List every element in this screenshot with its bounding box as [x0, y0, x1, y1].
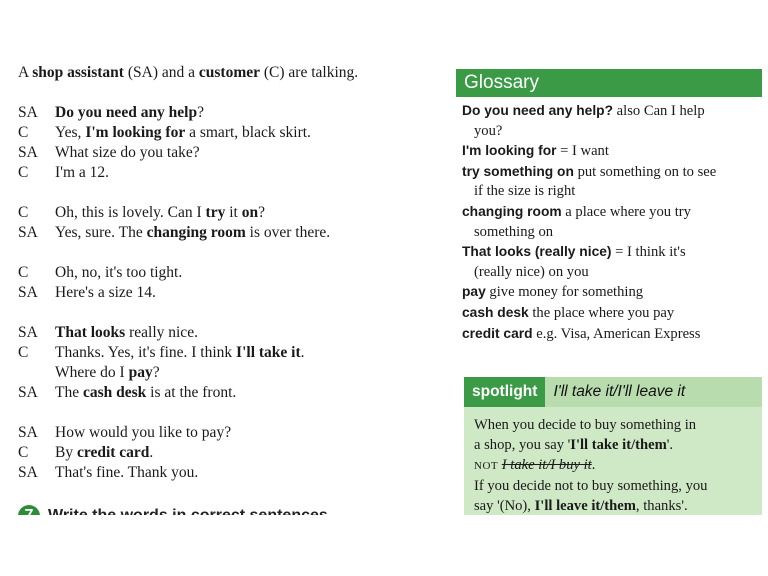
- speaker-label: SA: [18, 384, 38, 401]
- dialogue-line: [18, 203, 438, 223]
- dialogue-gap: [18, 303, 438, 323]
- speaker-label: SA: [18, 284, 38, 301]
- not-marker: NOT: [474, 460, 499, 472]
- dialogue-text: That looks really nice.: [55, 324, 198, 341]
- speaker-label: [18, 363, 55, 383]
- glossary-definition-continued: you?: [474, 122, 503, 139]
- glossary-definition: e.g. Visa, American Express: [532, 325, 701, 342]
- dialogue-gap: [18, 243, 438, 263]
- glossary-definition-continued: (really nice) on you: [474, 263, 589, 280]
- speaker-label: SA: [18, 424, 38, 441]
- dialogue-line: [18, 123, 438, 143]
- speaker-label: C: [18, 444, 29, 461]
- dialogue-text: Oh, no, it's too tight.: [55, 264, 183, 281]
- speaker-label: C: [18, 164, 29, 181]
- dialogue-line: [18, 283, 438, 303]
- wrong-usage: I take it/I buy it: [501, 457, 592, 473]
- dialogue-line: [18, 263, 438, 283]
- dialogue-text: The cash desk is at the front.: [55, 384, 237, 401]
- glossary-definition: the place where you pay: [528, 304, 675, 321]
- key-phrase: I'll take it: [236, 344, 301, 361]
- speaker-label: C: [18, 264, 29, 281]
- glossary-term: pay: [462, 284, 486, 300]
- glossary-term: changing room: [462, 203, 562, 219]
- spotlight-box: [464, 377, 762, 527]
- dialogue-text: Thanks. Yes, it's fine. I think I'll take it.: [55, 344, 305, 361]
- glossary-entry: [462, 141, 762, 162]
- speaker-label: SA: [18, 224, 38, 241]
- glossary-term: Do you need any help?: [462, 103, 614, 118]
- dialogue-line: [18, 103, 438, 123]
- dialogue-text: By credit card.: [55, 444, 154, 461]
- glossary-term: credit card: [462, 325, 533, 341]
- dialogue-line: [18, 143, 438, 163]
- speaker-label: SA: [18, 324, 38, 341]
- dialogue-text: Here's a size 14.: [55, 284, 156, 301]
- intro-bold-term: customer: [198, 64, 260, 81]
- dialogue-text: Yes, I'm looking for a smart, black skirt.: [55, 124, 311, 141]
- dialogue-line: [18, 323, 438, 343]
- spotlight-body: When you decide to buy something in a shop, you say 'I'll take it/them'. NOT I take it/I buy it. If you decide not to buy something, you say '(No), I'll leave it/them, thanks'.: [474, 417, 708, 514]
- speaker-label: SA: [18, 144, 38, 161]
- dialogue-text: That's fine. Thank you.: [55, 464, 199, 481]
- dialogue-text: Do you need any help?: [55, 104, 205, 121]
- glossary-entry: [462, 202, 762, 242]
- dialogue-line: [18, 363, 438, 383]
- key-phrase: pay: [128, 364, 153, 381]
- dialogue-text: I'm a 12.: [55, 164, 110, 181]
- dialogue-text: How would you like to pay?: [55, 424, 232, 441]
- glossary-definition: a place where you try: [561, 203, 691, 220]
- glossary-definition: give money for something: [485, 284, 644, 301]
- spotlight-label: spotlight: [464, 377, 545, 407]
- spotlight-title: I'll take it/I'll leave it: [553, 383, 686, 400]
- glossary-definition-continued: something on: [474, 223, 554, 240]
- dialogue-gap: [18, 403, 438, 423]
- glossary-definition-continued: if the size is right: [474, 183, 576, 200]
- glossary-definition: put something on to see: [573, 163, 717, 180]
- dialogue-line: [18, 463, 438, 483]
- glossary-term: cash desk: [462, 304, 529, 320]
- key-phrase: Do you need any help: [55, 104, 198, 121]
- glossary-list: [456, 101, 762, 344]
- speaker-label: C: [18, 344, 29, 361]
- glossary-entry: [462, 162, 762, 202]
- glossary-title: Glossary: [456, 69, 762, 97]
- dialogue-line: [18, 343, 438, 363]
- key-phrase: I'm looking for: [85, 124, 186, 141]
- speaker-label: SA: [18, 464, 38, 481]
- glossary-term: I'm looking for: [462, 143, 557, 159]
- dialogue-text: What size do you take?: [55, 144, 200, 161]
- key-phrase: cash desk: [82, 384, 147, 401]
- page-bottom-margin: [0, 515, 768, 576]
- glossary-entry: [462, 242, 762, 282]
- glossary-term: That looks (really nice): [462, 244, 612, 260]
- dialogue-line: [18, 383, 438, 403]
- key-phrase: on: [241, 204, 259, 221]
- key-phrase: try: [205, 204, 226, 221]
- speaker-label: C: [18, 204, 29, 221]
- dialogue-line: [18, 423, 438, 443]
- glossary-entry: [462, 282, 762, 303]
- dialogue-text: Where do I pay?: [55, 364, 160, 381]
- speaker-label: SA: [18, 104, 38, 121]
- dialogue-line: [18, 223, 438, 243]
- glossary-entry: [462, 303, 762, 324]
- key-phrase: credit card: [76, 444, 150, 461]
- glossary-entry: [462, 324, 762, 345]
- intro-bold-term: shop assistant: [32, 64, 124, 81]
- spotlight-header: [464, 377, 762, 407]
- speaker-label: C: [18, 124, 29, 141]
- key-phrase: That looks: [55, 324, 126, 341]
- dialogue-gap: [18, 183, 438, 203]
- key-phrase: changing room: [146, 224, 246, 241]
- dialogue: [18, 103, 438, 483]
- dialogue-text: Oh, this is lovely. Can I try it on?: [55, 204, 265, 221]
- glossary-definition: = I think it's: [611, 244, 686, 261]
- dialogue-line: [18, 163, 438, 183]
- intro-sentence: A shop assistant (SA) and a customer (C) are talking.: [18, 64, 359, 81]
- glossary-definition: also Can I help: [613, 103, 705, 119]
- dialogue-line: [18, 443, 438, 463]
- glossary-entry: [462, 101, 762, 141]
- dialogue-text: Yes, sure. The changing room is over there.: [55, 224, 331, 241]
- glossary-definition: = I want: [556, 143, 609, 160]
- glossary-box: [456, 69, 762, 344]
- glossary-term: try something on: [462, 163, 574, 179]
